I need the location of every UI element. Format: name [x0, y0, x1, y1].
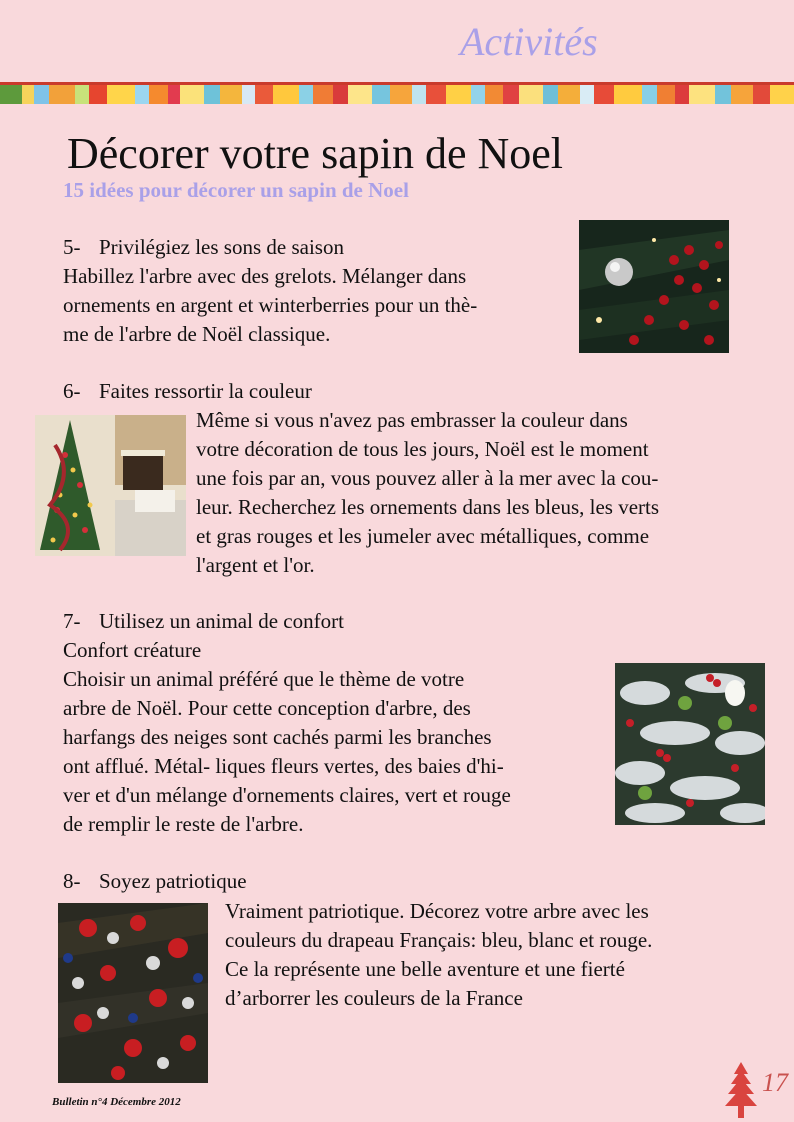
item-heading-text: Utilisez un animal de confort [99, 609, 344, 633]
stripe-top-line [0, 82, 794, 85]
body-line: harfangs des neiges sont cachés parmi les branches [63, 725, 492, 749]
page-number: 17 [762, 1068, 788, 1097]
body-line: Même si vous n'avez pas embrasser la couleur dans [196, 408, 628, 432]
body-line: l'argent et l'or. [196, 553, 315, 577]
body-line: une fois par an, vous pouvez aller à la mer avec la cou- [196, 466, 659, 490]
body-line: votre décoration de tous les jours, Noël est le moment [196, 437, 649, 461]
section-title: Activités [460, 19, 598, 64]
item-6-body [196, 406, 659, 580]
item-heading-text: Privilégiez les sons de saison [99, 235, 344, 259]
body-line: d’arborrer les couleurs de la France [225, 986, 523, 1010]
item-5-body [63, 262, 477, 349]
footer-bulletin: Bulletin n°4 Décembre 2012 [52, 1096, 181, 1108]
item-8-body [225, 897, 652, 1013]
body-line: me de l'arbre de Noël classique. [63, 322, 331, 346]
item-number: 7- [63, 609, 81, 633]
item-7-body [63, 665, 511, 839]
item-5-heading [63, 233, 344, 262]
photo-silver-ornament-berries [579, 220, 729, 353]
photo-snowy-owl-tree [615, 663, 765, 825]
body-line: ont afflué. Métal- liques fleurs vertes, des baies d'hi- [63, 754, 504, 778]
body-line: leur. Recherchez les ornements dans les bleus, les verts [196, 495, 660, 519]
body-line: couleurs du drapeau Français: bleu, blanc et rouge. [225, 928, 653, 952]
item-8-heading [63, 867, 247, 896]
item-heading-text: Faites ressortir la couleur [99, 379, 312, 403]
item-number: 8- [63, 869, 81, 893]
item-6-heading [63, 377, 312, 406]
body-line: et gras rouges et les jumeler avec métalliques, comme [196, 524, 650, 548]
body-line: ver et d'un mélange d'ornements claires, vert et rouge [63, 783, 511, 807]
christmas-tree-icon [722, 1062, 760, 1120]
article-title: Décorer votre sapin de Noel [67, 129, 564, 178]
body-line: Vraiment patriotique. Décorez votre arbre avec les [225, 899, 649, 923]
photo-living-room-tree [35, 415, 186, 556]
item-7-subheading: Confort créature [63, 638, 202, 662]
body-line: arbre de Noël. Pour cette conception d'arbre, des [63, 696, 471, 720]
body-line: Choisir un animal préféré que le thème de votre [63, 667, 465, 691]
body-line: ornements en argent et winterberries pour un thè- [63, 293, 478, 317]
item-heading-text: Soyez patriotique [99, 869, 247, 893]
item-7-heading [63, 607, 344, 636]
item-number: 6- [63, 379, 81, 403]
body-line: Habillez l'arbre avec des grelots. Mélanger dans [63, 264, 467, 288]
photo-patriotic-tree [58, 903, 208, 1083]
body-line: de remplir le reste de l'arbre. [63, 812, 304, 836]
item-number: 5- [63, 235, 81, 259]
article-subtitle: 15 idées pour décorer un sapin de Noel [63, 178, 409, 202]
body-line: Ce la représente une belle aventure et une fierté [225, 957, 625, 981]
color-stripe-banner [0, 82, 794, 104]
